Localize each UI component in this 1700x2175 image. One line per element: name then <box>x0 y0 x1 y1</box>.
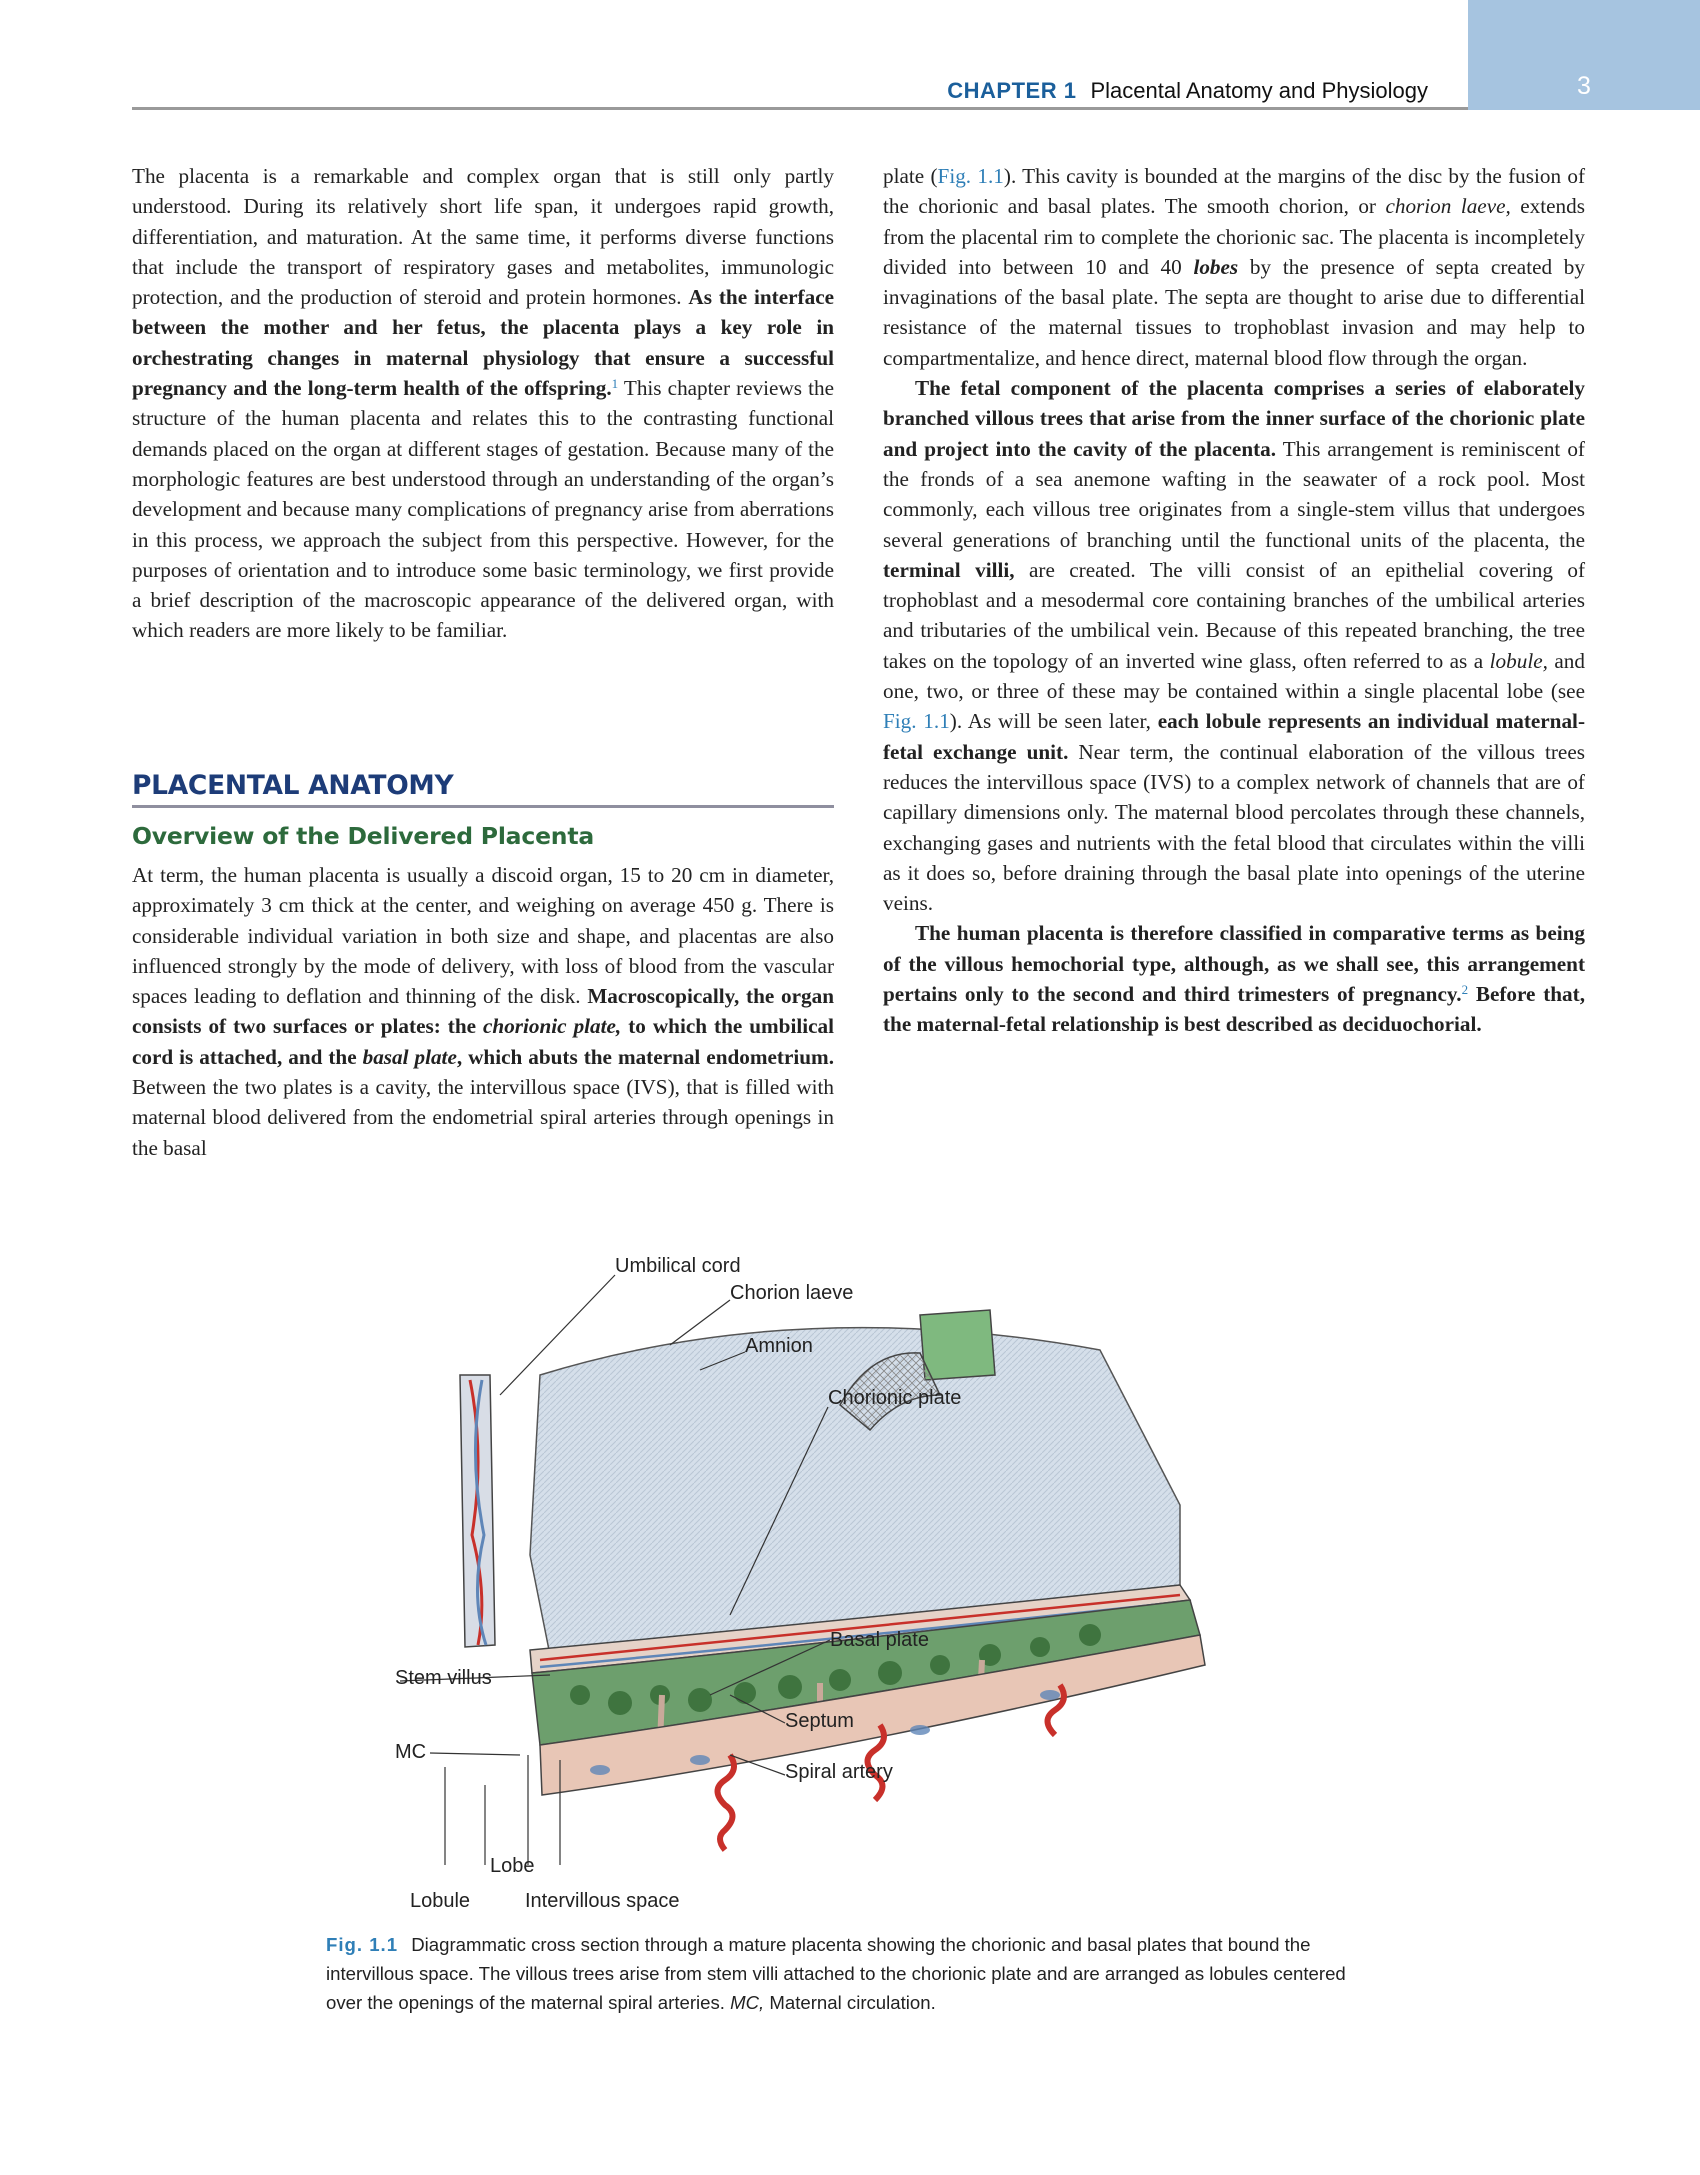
text: ). This cavity is bounded at the margins of the disc by the fusion of the chorionic and basal plates. The smooth chorion, or <box>883 164 1585 219</box>
bold-text: The human placenta is therefore classified in comparative terms as being of the villous hemochorial type, although, as we shall see, this arrangement pertains only to the second and third trimesters of pregnancy. <box>883 921 1585 1007</box>
figure-link[interactable]: Fig. 1.1 <box>937 164 1004 188</box>
text: This chapter reviews the structure of the human placenta and relates this to the contrasting functional demands placed on the organ at different stages of gestation. Because many of the morphologic features are best understood through an understanding of the organ’s development and because many complications of pregnancy arise from aberrations in this process, we approach the subject from this perspective. However, for the purposes of orientation and to introduce some basic terminology, we first provide a brief description of the macroscopic appearance of the delivered organ, with which readers are more likely to be familiar. <box>132 376 834 643</box>
caption-italic: MC, <box>730 1992 765 2013</box>
text: The placenta is a remarkable and complex organ that is still only partly understood. During its relatively short life span, it undergoes rapid growth, differentiation, and maturation. At the same time, it performs diverse functions that include the transport of respiratory gases and metabolites, immunologic protection, and the production of steroid and protein hormones. <box>132 164 834 310</box>
label-umbilical-cord: Umbilical cord <box>615 1255 741 1277</box>
reference-2-link[interactable]: 2 <box>1461 982 1469 998</box>
page-number: 3 <box>1577 72 1591 100</box>
text: extends from the placental rim to complete the chorionic sac. The placenta is incompletely divided into between 10 and 40 <box>883 194 1585 279</box>
text: ). As will be seen later, <box>949 709 1158 734</box>
subsection-heading: Overview of the Delivered Placenta <box>132 822 595 850</box>
label-chorionic-plate: Chorionic plate <box>828 1387 962 1409</box>
bold-text: As the interface between the mother and her fetus, the placenta plays a key role in orchestrating changes in maternal physiology that ensure a successful pregnancy and the long-term health of the offspring. <box>132 285 834 401</box>
running-head <box>947 78 1428 104</box>
label-septum: Septum <box>785 1710 854 1732</box>
text: At term, the human placenta is usually a discoid organ, 15 to 20 cm in diameter, approximately 3 cm thick at the center, and weighing on average 450 g. There is considerable individual variation in both size and shape, and placentas are also influenced strongly by the mode of delivery, with loss of blood from the vascular spaces leading to deflation and thinning of the disk. <box>132 863 834 1009</box>
bold-text: The fetal component of the placenta comprises a series of elaborately branched villous trees that arise from the inner surface of the chorionic plate and project into the cavity of the placenta. <box>883 376 1585 461</box>
paragraph-3 <box>883 918 1585 1039</box>
italic-term: lobule, <box>1489 648 1548 673</box>
amnion-flap <box>920 1310 995 1380</box>
caption-text: Diagrammatic cross section through a mature placenta showing the chorionic and basal plates that bound the intervillous space. The villous trees arise from stem villi attached to the chorionic plate and are arranged as lobules centered over the openings of the maternal spiral arteries. <box>326 1934 1346 2013</box>
bold-text: Before that, the maternal-fetal relationship is best described as deciduochorial. <box>883 982 1586 1037</box>
intro-paragraph <box>132 161 834 646</box>
overview-paragraph <box>132 860 834 1163</box>
italic-term: chorion laeve, <box>1385 194 1511 219</box>
left-column-overview <box>132 860 834 1163</box>
bold-text: terminal villi, <box>883 557 1015 582</box>
figure-link[interactable]: Fig. 1.1 <box>883 709 950 734</box>
section-rule <box>132 805 834 808</box>
reference-1-link[interactable]: 1 <box>611 376 619 392</box>
text: by the presence of septa created by invaginations of the basal plate. The septa are thought to arise due to differential resistance of the maternal tissues to trophoblast invasion and may help to compartmentalize, and hence direct, maternal blood flow through the organ. <box>883 254 1585 370</box>
label-lobule: Lobule <box>410 1890 471 1912</box>
label-mc: MC <box>395 1741 427 1763</box>
paragraph-2 <box>883 373 1585 918</box>
caption-text: Maternal circulation. <box>764 1992 936 2013</box>
text: This arrangement is reminiscent of the fronds of a sea anemone wafting in the seawater of a rock pool. Most commonly, each villous tree originates from a single-stem villus that undergoes several generations of branching until the functional units of the placenta, the <box>883 436 1585 552</box>
placenta-cross-section-figure <box>395 1255 1300 1915</box>
placenta-illustration <box>400 1255 1300 1915</box>
bold-text: each lobule represents an individual maternal-fetal exchange unit. <box>883 709 1586 764</box>
text: and one, two, or three of these may be contained within a single placental lobe (see <box>883 648 1585 704</box>
spiral-artery <box>718 1755 735 1850</box>
text: Near term, the continual elaboration of the villous trees reduces the intervillous space (IVS) to a complex network of channels that are of capillary dimensions only. The maternal blood percolates through these channels, exchanging gases and nutrients with the fetal blood that circulates within the villi as it does so, before draining through the basal plate into openings of the uterine veins. <box>883 739 1585 916</box>
label-basal-plate: Basal plate <box>830 1629 929 1651</box>
bold-italic-term: basal plate <box>362 1044 457 1069</box>
header-rule <box>132 107 1468 110</box>
bold-text: to which the umbilical cord is attached, and the <box>132 1014 834 1069</box>
bold-text: , which abuts the maternal endometrium. <box>456 1044 834 1069</box>
chapter-label: CHAPTER 1 <box>947 78 1077 103</box>
label-amnion: Amnion <box>745 1335 813 1357</box>
bold-text: Macroscopically, the organ consists of two surfaces or plates: the <box>132 984 834 1039</box>
right-column <box>883 161 1585 1040</box>
text: Between the two plates is a cavity, the intervillous space (IVS), that is filled with maternal blood delivered from the endometrial spiral arteries through openings in the basal <box>132 1075 834 1160</box>
bold-italic-term: chorionic plate, <box>483 1014 622 1039</box>
figure-caption <box>326 1930 1386 2017</box>
label-chorion-laeve: Chorion laeve <box>730 1282 854 1304</box>
label-spiral-artery: Spiral artery <box>785 1761 893 1783</box>
caption-label: Fig. 1.1 <box>326 1934 399 1955</box>
chapter-title: Placental Anatomy and Physiology <box>1090 78 1428 103</box>
label-stem-villus: Stem villus <box>395 1667 492 1689</box>
bold-italic-term: lobes <box>1193 254 1239 279</box>
text: plate ( <box>883 164 938 188</box>
left-column-intro <box>132 161 834 646</box>
section-heading: PLACENTAL ANATOMY <box>132 770 454 801</box>
text: are created. The villi consist of an epithelial covering of trophoblast and a mesodermal core containing branches of the umbilical arteries and tributaries of the umbilical vein. Because of this repeated branching, the tree takes on the topology of an inverted wine glass, often referred to as a <box>883 557 1585 673</box>
paragraph-1 <box>883 161 1585 373</box>
label-intervillous-space: Intervillous space <box>525 1890 680 1912</box>
label-lobe: Lobe <box>490 1855 535 1877</box>
